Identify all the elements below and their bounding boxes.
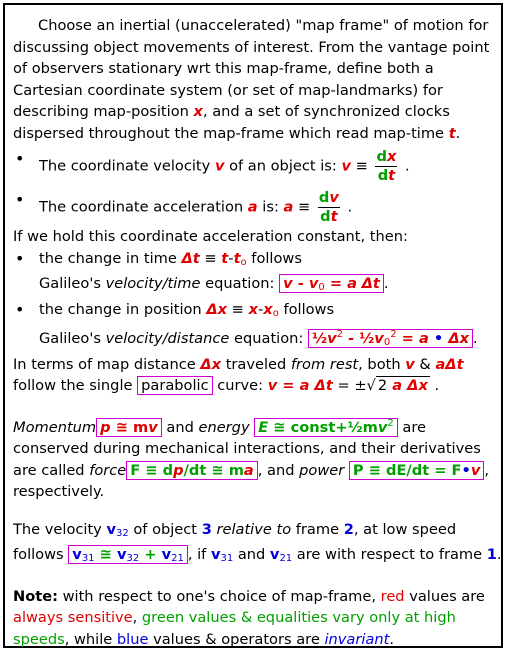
position-change-item: • the change in position $\Delta x \equiv x-x_o$ follows Galileo's velocity/distance equation: $\frac{1}{2}v^2$ - $\frac{1}{2}v_0^2 = a$ • Δx .	[13, 299, 503, 354]
time-change-item: • the change in time $\Delta t \equiv t-t_o$ follows Galileo's velocity/time equation: $v - v_0 = a$ Δt .	[13, 248, 503, 299]
velocity-addition-equation: $v_{31}$ ≅ $v_{32} + v_{21}$	[68, 545, 188, 564]
velocity-time-equation: $v - v_0 = a$ Δt	[279, 274, 384, 293]
velocity-distance-equation: $\frac{1}{2}v^2$ - $\frac{1}{2}v_0^2 = a$ • Δx	[308, 329, 473, 348]
intro-paragraph: Choose an inertial (unaccelerated) "map frame" of motion for discussing object movements of interest. From the vantage point of observers stationary wrt this map-frame, define both a Cartesian coordinate system (or set of map-landmarks) for describing map-position x, and a set of synchronized clocks dispersed throughout the map-frame which read map-time t.	[13, 17, 490, 142]
sqrt-radicand: 2 a Δx	[377, 377, 428, 394]
power-equation: P ≡ dE/dt = F•v	[349, 461, 484, 480]
color-legend-note: Note: with respect to one's choice of map-frame, red values are always sensitive, green values & equalities vary only at high speeds, while blue values & operators are invariant.	[13, 587, 485, 648]
physics-note-document	[13, 15, 503, 650]
velocity-fraction: $\frac{dx}{dt}$	[376, 148, 397, 184]
relative-velocity-paragraph: The velocity $v_{32}$ of object 3 relative to frame 2, at low speed follows $v_{31}$ ≅ $v_{32} + v_{21}$ , if $v_{31}$ and $v_{21}$ are with respect to frame 1.	[13, 520, 502, 564]
energy-equation: E ≅ $const+\frac{1}{2}mv^2$	[254, 418, 398, 437]
force-equation: F ≡ dp/dt ≅ ma	[126, 461, 258, 480]
content-frame	[3, 3, 503, 648]
parabolic-box: parabolic	[137, 376, 212, 395]
velocity-definition: • The coordinate velocity v of an object is: v ≡ $\frac{dx}{dt}$ .	[13, 148, 503, 185]
acceleration-fraction: $\frac{dv}{dt}$	[318, 189, 339, 225]
sqrt-sign: √	[366, 377, 376, 394]
constant-acceleration-intro: If we hold this coordinate acceleration constant, then:	[13, 228, 408, 245]
momentum-equation: p ≅ mv	[96, 418, 162, 437]
map-distance-paragraph: In terms of map distance Δx traveled from rest, both v & aΔt follow the single parabolic curve: v = a Δt = ±√ 2 a Δx .	[13, 355, 464, 394]
momentum-energy-paragraph: Momentum p ≅ mv and energy E ≅ $const+\frac{1}{2}mv^2$ are conserved during mechanical interactions, and their derivatives are called force F ≡ dp/dt ≅ ma , and power P ≡ dE/dt = F•v , respectively.	[13, 417, 490, 500]
map-time-symbol: t	[448, 124, 456, 142]
map-position-symbol: x	[193, 103, 203, 120]
acceleration-definition: • The coordinate acceleration a is: a ≡ $\frac{dv}{dt}$ .	[13, 189, 503, 226]
